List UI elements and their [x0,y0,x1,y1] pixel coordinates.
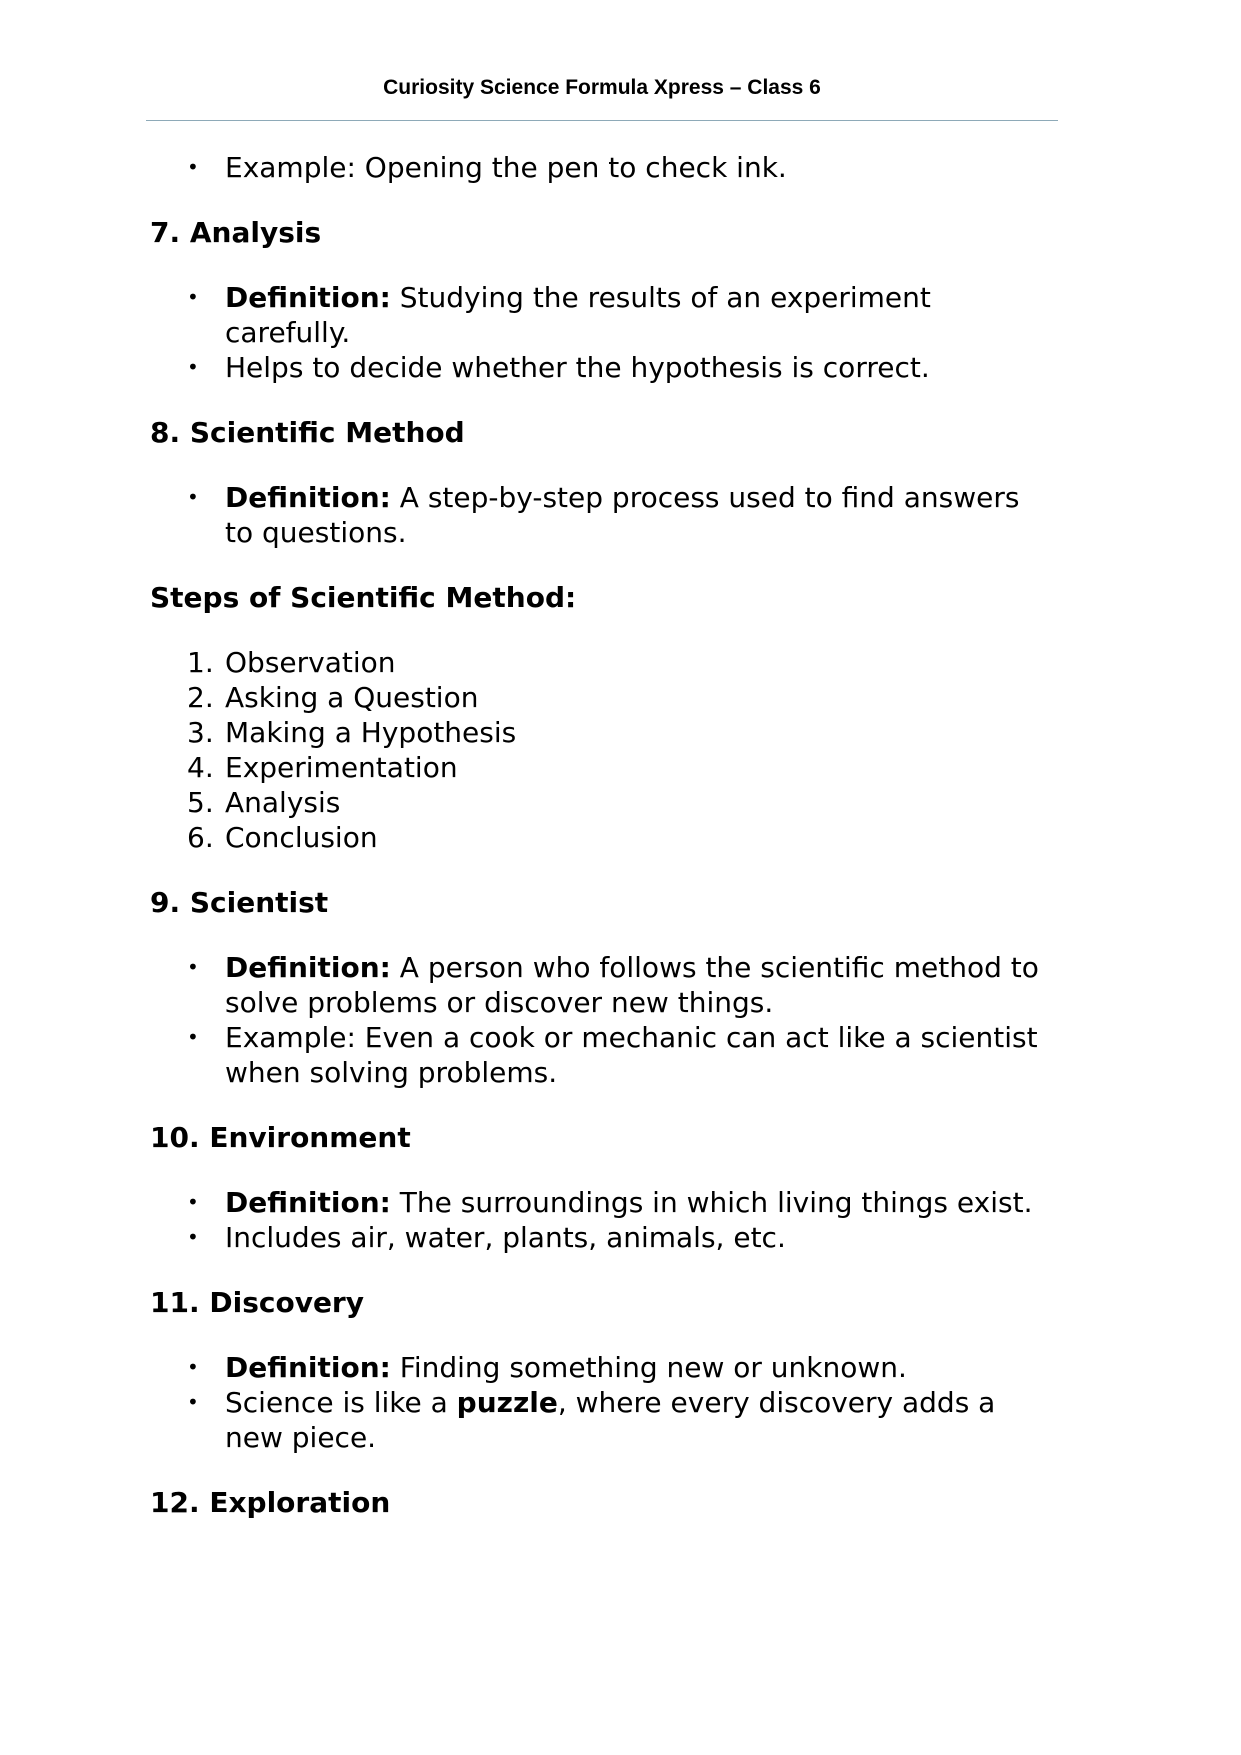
list-item: 2. Asking a Question [187,681,479,714]
scientist-bullet-list [150,950,1050,1090]
list-item: • Helps to decide whether the hypothesis is correct. [187,351,930,384]
list-item: • Definition: A step-by-step process used to find answers to questions. [187,481,1020,549]
section-heading-scientist: 9. Scientist [150,886,329,919]
list-item: • Definition: The surroundings in which living things exist. [187,1186,1033,1219]
page-header-title: Curiosity Science Formula Xpress – Class 6 [383,76,821,99]
definition-label: Definition: [225,281,391,314]
bullet-icon: • [187,285,199,309]
list-item: 3. Making a Hypothesis [187,716,517,749]
bullet-icon: • [187,485,199,509]
bullet-icon: • [187,1390,199,1414]
section-heading-environment: 10. Environment [150,1121,411,1154]
environment-bullet-list [150,1185,1050,1255]
list-item: • Science is like a puzzle, where every discovery adds a new piece. [187,1386,996,1454]
definition-label: Definition: [225,1186,391,1219]
list-item: 5. Analysis [187,786,341,819]
bullet-icon: • [187,355,199,379]
list-item: 1. Observation [187,646,396,679]
steps-heading: Steps of Scientific Method: [150,581,577,614]
section-heading-analysis: 7. Analysis [150,216,322,249]
bullet-icon: • [187,1025,199,1049]
list-item: • Definition: A person who follows the scientific method to solve problems or discover new things. [187,951,1039,1019]
definition-label: Definition: [225,481,391,514]
list-item: 6. Conclusion [187,821,378,854]
continued-bullet-list [150,150,1050,185]
list-item: • Example: Opening the pen to check ink. [187,151,787,184]
steps-numbered-list [150,645,1050,855]
discovery-bullet-list [150,1350,1050,1455]
method-bullet-list [150,480,1050,550]
definition-label: Definition: [225,1351,391,1384]
section-heading-exploration: 12. Exploration [150,1486,391,1519]
bullet-icon: • [187,155,199,179]
bullet-icon: • [187,1225,199,1249]
list-item: • Definition: Finding something new or unknown. [187,1351,907,1384]
list-item: • Includes air, water, plants, animals, etc. [187,1221,786,1254]
emphasis-puzzle: puzzle [456,1386,558,1419]
bullet-icon: • [187,955,199,979]
list-item: • Example: Even a cook or mechanic can act like a scientist when solving problems. [187,1021,1038,1089]
section-heading-discovery: 11. Discovery [150,1286,364,1319]
analysis-bullet-list [150,280,1050,385]
document-body [150,150,1050,1520]
definition-label: Definition: [225,951,391,984]
bullet-icon: • [187,1190,199,1214]
list-item: • Definition: Studying the results of an experiment carefully. [187,281,931,349]
header-divider [146,120,1058,121]
list-item: 4. Experimentation [187,751,458,784]
bullet-icon: • [187,1355,199,1379]
section-heading-scientific-method: 8. Scientific Method [150,416,465,449]
